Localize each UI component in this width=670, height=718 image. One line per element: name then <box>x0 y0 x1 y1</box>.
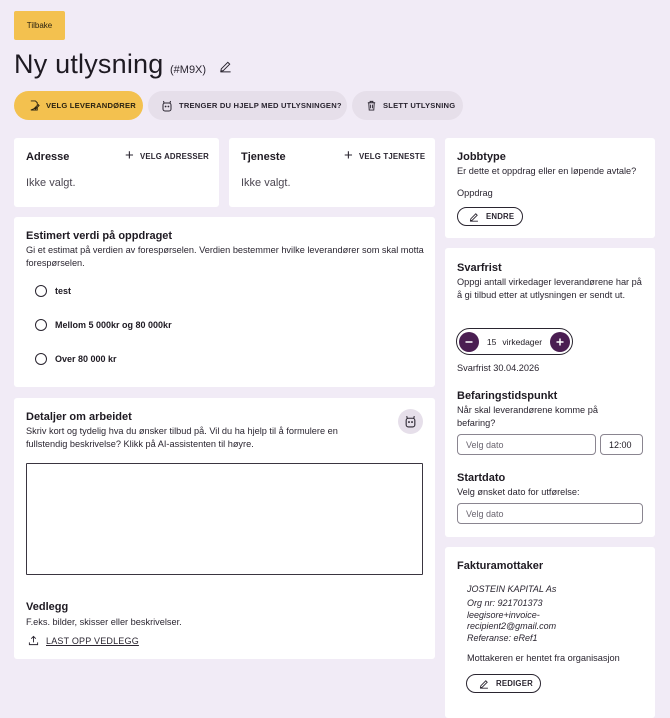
details-heading: Detaljer om arbeidet <box>26 411 132 423</box>
attachments-description: F.eks. bilder, skisser eller beskrivelser. <box>26 617 182 627</box>
start-date-description: Velg ønsket dato for utførelse: <box>457 487 580 497</box>
select-addresses-button[interactable] <box>125 147 209 164</box>
radio-test[interactable] <box>35 285 47 297</box>
select-service-button[interactable] <box>344 147 426 164</box>
radio-over-80000[interactable] <box>35 353 47 365</box>
address-value: Ikke valgt. <box>26 177 76 189</box>
inspection-date-input[interactable]: Velg dato <box>457 434 596 455</box>
edit-invoice-label: REDIGER <box>496 679 533 688</box>
details-description: Skriv kort og tydelig hva du ønsker tilbud på. Vil du ha hjelp til å formulere en fullstendig beskrivelse? Klikk på AI-assistenten til høyre. <box>26 426 338 449</box>
start-date-input[interactable]: Velg dato <box>457 503 643 524</box>
radio-5000-80000[interactable] <box>35 319 47 331</box>
job-type-heading: Jobbtype <box>457 151 506 163</box>
change-job-type-button[interactable] <box>457 207 523 226</box>
service-card <box>229 138 435 207</box>
edit-icon <box>479 679 489 689</box>
upload-attachment-button[interactable] <box>28 635 139 646</box>
invoice-email-2: recipient2@gmail.com <box>467 621 557 631</box>
upload-icon <box>28 635 39 646</box>
edit-icon <box>469 212 479 222</box>
radio-label-5000-80000: Mellom 5 000kr og 80 000kr <box>55 320 172 330</box>
service-heading: Tjeneste <box>241 151 286 163</box>
service-value: Ikke valgt. <box>241 177 291 189</box>
start-date-heading: Startdato <box>457 472 506 484</box>
change-job-type-label: ENDRE <box>486 212 515 221</box>
deadline-heading: Svarfrist <box>457 262 502 274</box>
inspection-time-input[interactable]: 12:00 <box>600 434 643 455</box>
days-value: 15 <box>486 336 497 347</box>
page-title: Ny utlysning <box>14 49 164 79</box>
days-unit: virkedager <box>502 336 543 347</box>
details-textarea[interactable] <box>26 463 423 575</box>
select-addresses-label: VELG ADRESSER <box>139 151 209 161</box>
select-suppliers-label: VELG LEVERANDØRER <box>46 101 136 110</box>
inspection-heading: Befaringstidspunkt <box>457 390 558 402</box>
inspection-question: Når skal leverandørene komme på befaring? <box>457 405 598 428</box>
deadline-description: Oppgi antall virkedager leverandørene har på å gi tilbud etter at utlysningen er sendt ut. <box>457 277 642 300</box>
need-help-label: TRENGER DU HJELP MED UTLYSNINGEN? <box>179 101 342 110</box>
plus-icon <box>555 337 565 347</box>
upload-attachment-label: LAST OPP VEDLEGG <box>46 635 139 646</box>
invoice-org-nr: Org nr: 921701373 <box>467 598 543 608</box>
ai-assistant-icon <box>404 415 417 428</box>
trash-icon <box>366 100 377 111</box>
ai-assistant-icon <box>161 100 173 112</box>
edit-title-icon[interactable] <box>219 60 232 73</box>
invoice-name: JOSTEIN KAPITAL As <box>467 584 557 594</box>
plus-icon: + <box>125 147 134 164</box>
estimate-description: Gi et estimat på verdien av forespørselen. Verdien bestemmer hvilke leverandører som skal motta forespørselen. <box>26 245 424 268</box>
plus-icon: + <box>344 147 353 164</box>
listing-code: (#M9X) <box>170 64 207 76</box>
invoice-reference: Referanse: eRef1 <box>467 633 538 643</box>
days-display <box>487 337 542 347</box>
radio-label-test: test <box>55 286 72 296</box>
deadline-stepper[interactable] <box>456 328 573 355</box>
ai-assistant-button[interactable] <box>398 409 423 434</box>
estimate-heading: Estimert verdi på oppdraget <box>26 230 173 242</box>
document-edit-icon <box>29 100 40 111</box>
deadline-date: Svarfrist 30.04.2026 <box>457 363 540 373</box>
edit-invoice-button[interactable] <box>466 674 541 693</box>
job-type-question: Er dette et oppdrag eller en løpende avtale? <box>457 166 637 176</box>
decrease-days-button[interactable] <box>459 332 479 352</box>
need-help-button[interactable] <box>148 91 347 120</box>
back-button[interactable]: Tilbake <box>14 11 65 40</box>
minus-icon <box>464 337 474 347</box>
increase-days-button[interactable] <box>550 332 570 352</box>
invoice-heading: Fakturamottaker <box>457 560 544 572</box>
delete-listing-label: SLETT UTLYSNING <box>383 101 456 110</box>
job-type-value: Oppdrag <box>457 188 493 198</box>
select-suppliers-button[interactable] <box>14 91 143 120</box>
address-heading: Adresse <box>26 151 70 163</box>
select-service-label: VELG TJENESTE <box>358 151 426 161</box>
delete-listing-button[interactable] <box>352 91 463 120</box>
radio-label-over-80000: Over 80 000 kr <box>55 354 117 364</box>
address-card <box>14 138 219 207</box>
invoice-note: Mottakeren er hentet fra organisasjon <box>467 653 620 663</box>
invoice-email-1: leegisore+invoice- <box>467 610 540 620</box>
attachments-heading: Vedlegg <box>26 601 69 613</box>
